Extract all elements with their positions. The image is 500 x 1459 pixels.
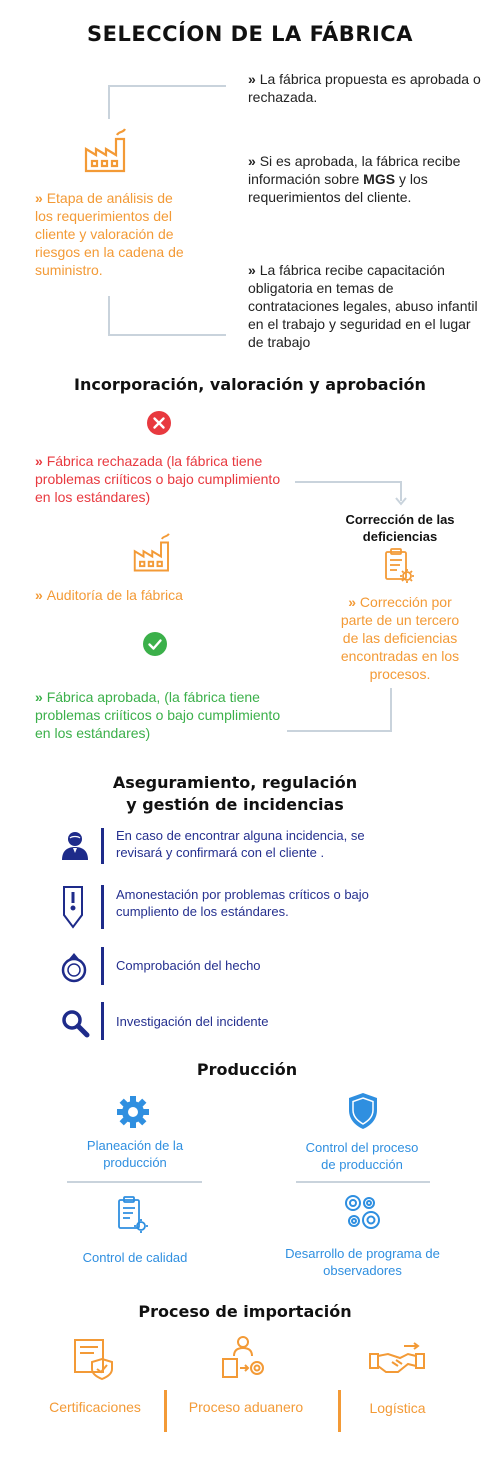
check-circle-icon [142,631,168,657]
factory-icon [132,532,176,574]
divider-bar [101,828,104,864]
divider-bar [164,1390,167,1432]
connector-line [287,730,392,732]
divider-line [67,1181,202,1183]
connector-line [390,688,392,732]
handshake-icon [368,1342,428,1378]
divider-bar [101,947,104,985]
training-text: » La fábrica recibe capacitación obligatoria en temas de contrataciones legales, abuso infantil en el trabajo y seguridad en el lugar de trabajo [248,262,478,350]
correction-title: Corrección de las deficiencias [345,512,455,544]
section-heading-production: Producción [196,1060,298,1079]
audit-text: » Auditoría de la fábrica [35,587,183,603]
correction-text: » Corrección por parte de un tercero de las deficiencias encontradas en los procesos. [340,594,460,682]
connector-line [108,85,110,119]
arrow-down-icon [395,496,407,506]
connector-line [108,85,226,87]
clipboard-gear-icon [383,547,415,585]
incident-item-2: Amonestación por problemas críticos o bajo cumpliento de los estándares. [116,887,369,919]
close-circle-icon [146,410,172,436]
import-item-logistics: Logística [369,1400,426,1416]
magnifier-icon [60,1008,90,1038]
production-item-planning: Planeación de la producción [86,1138,184,1170]
import-item-certifications: Certificaciones [49,1399,141,1415]
import-item-customs: Proceso aduanero [188,1399,304,1415]
production-item-observers: Desarrollo de programa de observadores [285,1246,440,1278]
divider-line [296,1181,430,1183]
incident-item-1: En caso de encontrar alguna incidencia, se revisará y confirmará con el cliente . [116,828,365,860]
gears-icon [340,1189,384,1233]
section-heading-incorporation: Incorporación, valoración y aprobación [74,375,426,394]
certificate-icon [72,1337,116,1381]
customs-icon [220,1334,266,1380]
section-heading-import: Proceso de importación [138,1302,352,1321]
divider-bar [338,1390,341,1432]
rejected-text: » Fábrica rechazada (la fábrica tiene problemas criíticos o bajo cumplimiento en los estándares) [35,453,281,505]
clipboard-gear-icon [116,1195,150,1235]
user-icon [60,829,90,861]
divider-bar [101,885,104,929]
incident-item-3: Comprobación del hecho [116,958,261,973]
factory-icon [83,127,133,175]
shield-icon [346,1091,380,1131]
page-title: SELECCÍON DE LA FÁBRICA [87,22,413,46]
ring-icon [60,951,88,983]
gear-icon [115,1094,151,1130]
info-text: » Si es aprobada, la fábrica recibe información sobre MGS y los requerimientos del cliente. [248,153,461,205]
approved-text: » Fábrica aprobada, (la fábrica tiene problemas criíticos o bajo cumplimiento en los estándares) [35,689,281,741]
connector-line [108,334,226,336]
section-heading-assurance: Aseguramiento, regulación y gestión de incidencias [112,773,358,814]
connector-line [108,296,110,336]
warning-device-icon [60,885,86,929]
connector-line [295,481,401,483]
divider-bar [101,1002,104,1040]
approval-text: » La fábrica propuesta es aprobada o rechazada. [248,71,481,105]
incident-item-4: Investigación del incidente [116,1014,269,1029]
analysis-stage-text: » Etapa de análisis de los requerimientos del cliente y valoración de riesgos en la cadena de suministro. [35,190,184,278]
production-item-process-control: Control del proceso de producción [305,1140,419,1172]
production-item-quality: Control de calidad [82,1250,188,1265]
